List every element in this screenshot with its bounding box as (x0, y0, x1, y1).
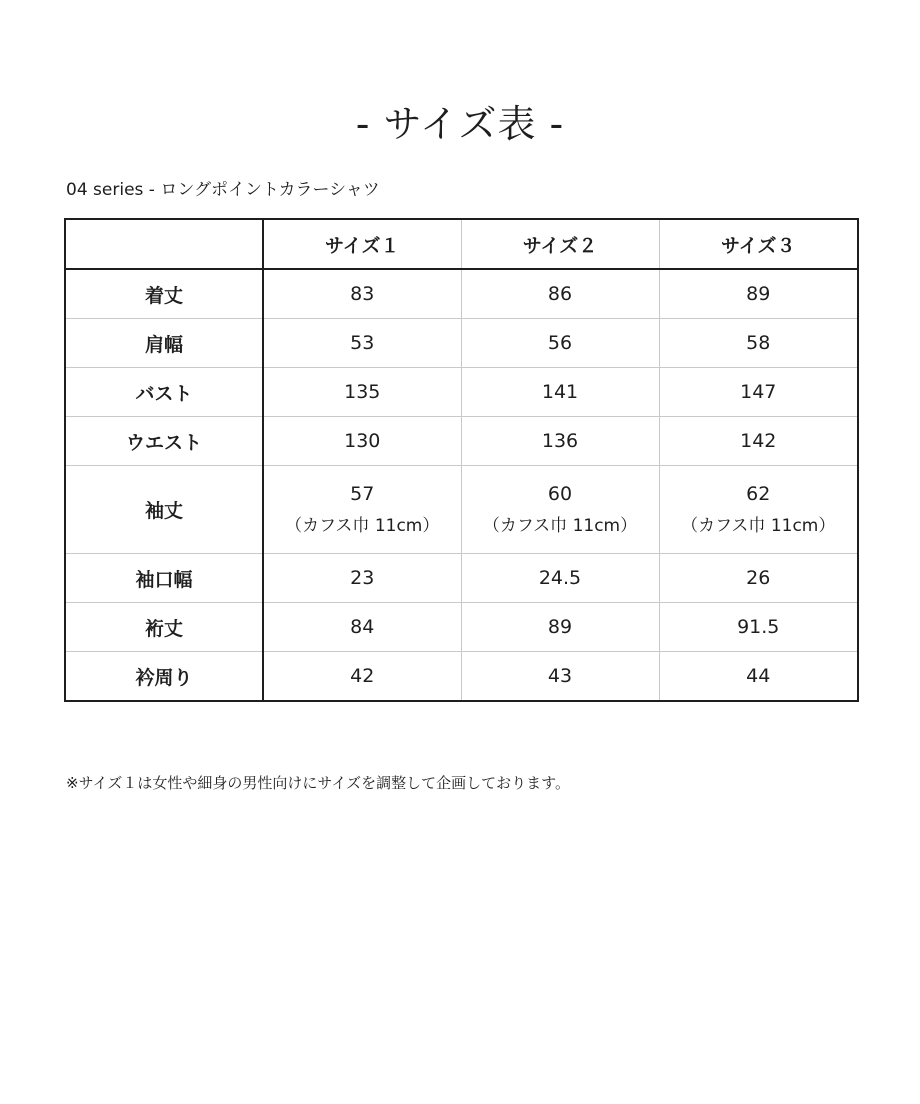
product-series-label: 04 series - ロングポイントカラーシャツ (66, 180, 380, 200)
table-cell: 23 (263, 554, 461, 603)
row-label-yuki-length: 裄丈 (65, 603, 263, 652)
table-corner-cell (65, 219, 263, 269)
table-cell: 44 (746, 665, 771, 687)
page-title: - サイズ表 - (355, 102, 565, 146)
row-label-sleeve-length: 袖丈 (65, 466, 263, 554)
table-row (65, 269, 858, 319)
table-cell: 26 (659, 554, 858, 603)
table-cell: 83 (263, 269, 461, 319)
table-cell: 42 (263, 652, 461, 702)
table-cell: 130 (263, 417, 461, 466)
table-cell: 91.5 (659, 603, 858, 652)
cell-note: （カフス巾 11cm） (482, 516, 638, 536)
table-cell: 147 (659, 368, 858, 417)
table-cell: 56 (461, 319, 659, 368)
table-cell: 142 (659, 417, 858, 466)
table-row (65, 466, 858, 554)
table-cell (263, 466, 461, 554)
table-cell: 141 (461, 368, 659, 417)
table-row (65, 554, 858, 603)
cell-note: （カフス巾 11cm） (285, 516, 440, 536)
cell-value: 62 (746, 483, 771, 505)
table-cell (461, 466, 659, 554)
table-cell: 135 (263, 368, 461, 417)
table-cell: 89 (461, 603, 659, 652)
table-row (65, 319, 858, 368)
table-cell: 24.5 (461, 554, 659, 603)
row-label-bust: バスト (65, 368, 263, 417)
table-cell: 86 (461, 269, 659, 319)
row-label-shoulder: 肩幅 (65, 319, 263, 368)
table-cell: 53 (263, 319, 461, 368)
cell-value: 57 (350, 483, 375, 505)
table-header-row (65, 219, 858, 269)
size-table (64, 218, 859, 702)
row-label-waist: ウエスト (65, 417, 263, 466)
footnote: ※サイズ１は女性や細身の男性向けにサイズを調整して企画しております。 (66, 774, 570, 792)
table-cell: 89 (659, 269, 858, 319)
row-label-cuff-width: 袖口幅 (65, 554, 263, 603)
cell-note: （カフス巾 11cm） (681, 516, 836, 536)
row-label-length: 着丈 (65, 269, 263, 319)
table-cell: 136 (461, 417, 659, 466)
table-cell: 58 (659, 319, 858, 368)
table-row (65, 603, 858, 652)
row-label-collar: 衿周り (65, 652, 263, 702)
table-cell: 84 (263, 603, 461, 652)
table-cell (659, 466, 858, 554)
cell-value: 60 (547, 483, 573, 505)
column-header-size-3: サイズ３ (659, 219, 858, 269)
table-row (65, 417, 858, 466)
column-header-size-2: サイズ２ (461, 219, 659, 269)
table-cell: 43 (461, 652, 659, 702)
table-row (65, 368, 858, 417)
table-row (65, 652, 858, 702)
column-header-size-1: サイズ１ (263, 219, 461, 269)
